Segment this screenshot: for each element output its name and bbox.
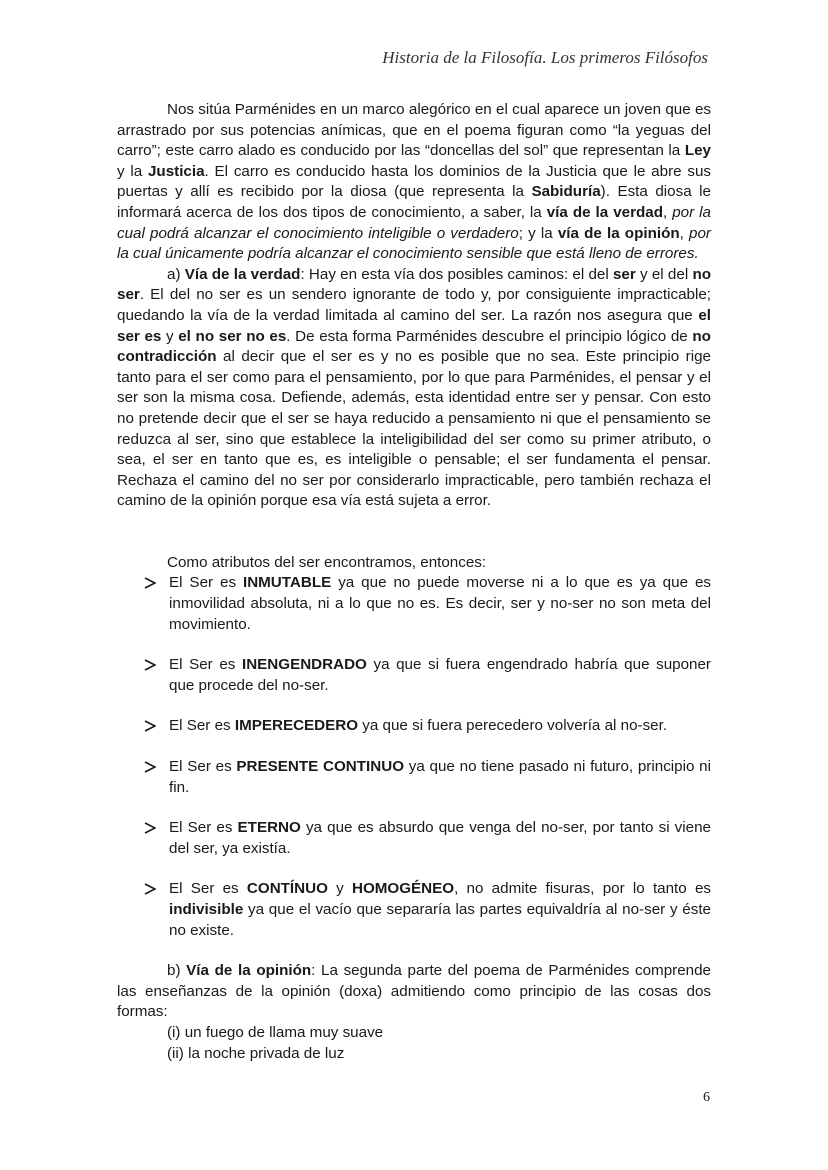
opinion-form-item: (ii) la noche privada de luz xyxy=(167,1044,345,1062)
arrow-bullet-icon xyxy=(144,659,156,671)
via-verdad-paragraph: a) Vía de la verdad: Hay en esta vía dos posibles caminos: el del ser y el del no ser. El del no ser es un sendero ignorante de todo y, por consiguiente impracticable; quedando la vía de la verdad limitada al camino del ser. La razón nos asegura que el ser es y el no ser no es. De esta forma Parménides descubre el principio lógico de no contradicción al decir que el ser es y no es posible que no sea. Este principio rige tanto para el ser como para el pensamiento, por lo que para Parménides, el pensar y el ser son la misma cosa. Defiende, además, esta identidad entre ser y pensar. Con esto no pretende decir que el ser se haya reducido a pensamiento ni que el pensamiento se reduzca al ser, sino que establece la inteligibilidad del ser como su primer atributo, o sea, el ser en tanto que es, es inteligible o pensable; el ser fundamenta el pensar. Rechaza el camino del no ser por considerarlo impracticable, pero también rechaza el camino de la opinión porque esa vía está sujeta a error. xyxy=(117,265,711,510)
running-header: Historia de la Filosofía. Los primeros Filósofos xyxy=(382,48,708,67)
intro-paragraph: Nos sitúa Parménides en un marco alegórico en el cual aparece un joven que es arrastrado por sus potencias anímicas, que en el poema figuran como “la yeguas del carro”; este carro alado es conducido por las “doncellas del sol” que representan la Ley y la Justicia. El carro es conducido hasta los dominios de la Justicia que le abre sus puertas y allí es recibido por la diosa (que representa la Sabiduría). Esta diosa le informará acerca de los dos tipos de conocimiento, a saber, la vía de la verdad, por la cual podrá alcanzar el conocimiento inteligible o verdadero; y la vía de la opinión, por la cual únicamente podría alcanzar el conocimiento sensible que está lleno de errores. xyxy=(117,101,711,263)
arrow-bullet-icon xyxy=(144,577,156,589)
attribute-item: El Ser es IMPERECEDERO ya que si fuera perecedero volvería al no-ser. xyxy=(117,716,711,737)
opinion-forms-list xyxy=(167,1023,711,1064)
page-body xyxy=(117,100,711,1064)
attribute-item: El Ser es INMUTABLE ya que no puede moverse ni a lo que es ya que es inmovilidad absoluta, ni a lo que no es. Es decir, ser y no-ser no son meta del movimiento. xyxy=(117,573,711,635)
attributes-intro: Como atributos del ser encontramos, entonces: xyxy=(167,553,487,571)
arrow-bullet-icon xyxy=(144,822,156,834)
section-spacer xyxy=(117,512,711,553)
via-opinion-paragraph: b) Vía de la opinión: La segunda parte del poema de Parménides comprende las enseñanzas de la opinión (doxa) admitiendo como principio de las cosas dos formas: xyxy=(117,962,712,1021)
opinion-form-item: (i) un fuego de llama muy suave xyxy=(167,1023,384,1041)
attribute-item: El Ser es ETERNO ya que es absurdo que venga del no-ser, por tanto si viene del ser, ya existía. xyxy=(117,818,711,859)
attribute-item: El Ser es CONTÍNUO y HOMOGÉNEO, no admite fisuras, por lo tanto es indivisible ya que el vacío que separaría las partes equivaldría al no-ser y éste no existe. xyxy=(117,879,711,941)
attribute-item: El Ser es PRESENTE CONTINUO ya que no tiene pasado ni futuro, principio ni fin. xyxy=(117,757,711,798)
arrow-bullet-icon xyxy=(144,883,156,895)
arrow-bullet-icon xyxy=(144,720,156,732)
arrow-bullet-icon xyxy=(144,761,156,773)
attribute-item: El Ser es INENGENDRADO ya que si fuera engendrado habría que suponer que procede del no-ser. xyxy=(117,655,711,696)
attributes-list xyxy=(117,573,711,941)
page-number: 6 xyxy=(703,1090,710,1105)
